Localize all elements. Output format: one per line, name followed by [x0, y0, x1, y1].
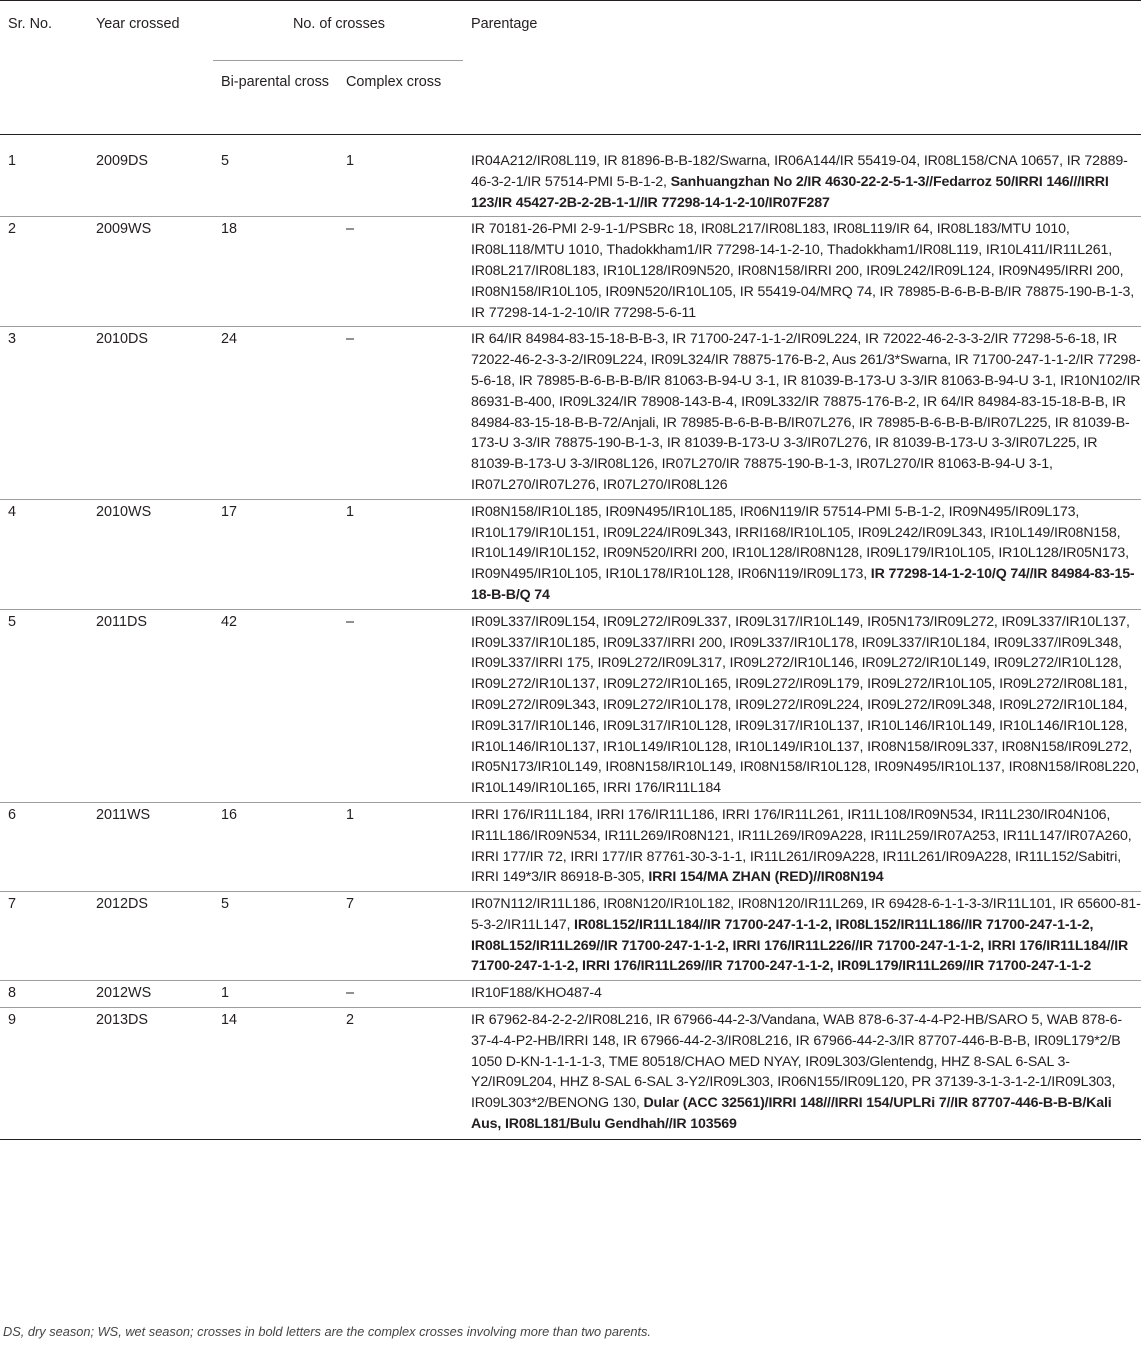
cell-complex: 2 [338, 1008, 463, 1140]
table-footnote: DS, dry season; WS, wet season; crosses in bold letters are the complex crosses involving more than two parents. [3, 1324, 651, 1339]
parentage-text: IR08N158/IR10L185, IR09N495/IR10L185, IR06N119/IR 57514-PMI 5-B-1-2, IR09N495/IR09L173, IR10L179/IR10L151, IR09L224/IR09L343, IRRI168/IR10L105, IR09L242/IR09L343, IR10L149/IR08N158, IR10L149/IR10L152, IR09N520/IRRI 200, IR10L128/IR08N128, IR09L179/IR10L105, IR10L128/IR05N173, IR09N495/IR10L105, IR10L178/IR10L128, IR06N119/IR09L173, [471, 503, 1129, 583]
cell-bi-parental: 5 [213, 135, 338, 217]
cell-bi-parental: 1 [213, 981, 338, 1008]
cell-sr-no: 4 [0, 499, 88, 609]
cell-bi-parental: 16 [213, 802, 338, 891]
complex-cross-text: Sanhuangzhan No 2/IR 4630-22-2-5-1-3//Fedarroz 50/IRRI 146///IRRI 123/IR 45427-2B-2-2B-1-1//IR 77298-14-1-2-10/IR07F287 [471, 173, 1109, 211]
table-row [0, 802, 1141, 891]
table-row [0, 609, 1141, 802]
parentage-text: IR09L337/IR09L154, IR09L272/IR09L337, IR09L317/IR10L149, IR05N173/IR09L272, IR09L337/IR10L137, IR09L337/IR10L185, IR09L337/IRRI 200, IR09L337/IR10L178, IR09L337/IR10L184, IR09L337/IR09L348, IR09L337/IRRI 175, IR09L272/IR09L317, IR09L272/IR10L146, IR09L272/IR10L149, IR09L272/IR10L128, IR09L272/IR10L137, IR09L272/IR10L165, IR09L272/IR09L179, IR09L272/IR10L105, IR09L272/IR08L181, IR09L272/IR09L343, IR09L272/IR10L178, IR09L272/IR09L224, IR09L272/IR09L348, IR09L272/IR10L184, IR09L317/IR10L146, IR09L317/IR10L128, IR09L317/IR10L137, IR10L146/IR10L149, IR10L146/IR10L128, IR10L146/IR10L137, IR10L149/IR10L128, IR10L149/IR10L137, IR08N158/IR09L337, IR08N158/IR09L272, IR05N173/IR10L149, IR08N158/IR10L149, IR08N158/IR10L128, IR09N495/IR10L137, IR08N158/IR08L220, IR10L149/IR10L165, IRRI 176/IR11L184 [471, 613, 1140, 797]
header-sr-no: Sr. No. [0, 1, 88, 135]
table-row [0, 499, 1141, 609]
cell-year: 2013DS [88, 1008, 213, 1140]
parentage-text: IR07N112/IR11L186, IR08N120/IR10L182, IR08N120/IR11L269, IR 69428-6-1-1-3-3/IR11L101, IR 65600-81-5-3-2/IR11L147, [471, 896, 1141, 933]
cell-year: 2010DS [88, 327, 213, 499]
cell-sr-no: 7 [0, 892, 88, 981]
header-parentage: Parentage [463, 1, 1141, 135]
table-row [0, 327, 1141, 499]
cell-complex: – [338, 981, 463, 1008]
cell-bi-parental: 14 [213, 1008, 338, 1140]
parentage-text: IR04A212/IR08L119, IR 81896-B-B-182/Swarna, IR06A144/IR 55419-04, IR08L158/CNA 10657, IR 72889-46-3-2-1/IR 57514-PMI 5-B-1-2, [471, 153, 1128, 190]
cell-sr-no: 1 [0, 135, 88, 217]
cell-parentage [463, 1008, 1141, 1140]
cell-parentage [463, 499, 1141, 609]
table-row [0, 217, 1141, 327]
complex-cross-text: IR08L152/IR11L184//IR 71700-247-1-1-2, IR08L152/IR11L186//IR 71700-247-1-1-2, IR08L152/IR11L269//IR 71700-247-1-1-2, IRRI 176/IR11L226//IR 71700-247-1-1-2, IRRI 176/IR11L184//IR 71700-247-1-1-2, IRRI 176/IR11L269//IR 71700-247-1-1-2, IR09L179/IR11L269//IR 71700-247-1-1-2 [471, 916, 1129, 975]
cell-complex: 1 [338, 802, 463, 891]
cell-sr-no: 9 [0, 1008, 88, 1140]
cell-bi-parental: 42 [213, 609, 338, 802]
cell-complex: – [338, 327, 463, 499]
cell-complex: 1 [338, 499, 463, 609]
cell-complex: – [338, 217, 463, 327]
table-row [0, 892, 1141, 981]
cell-parentage [463, 217, 1141, 327]
header-bi-parental-cross: Bi-parental cross [213, 61, 338, 135]
cell-year: 2011WS [88, 802, 213, 891]
cell-sr-no: 3 [0, 327, 88, 499]
parentage-text: IRRI 176/IR11L184, IRRI 176/IR11L186, IRRI 176/IR11L261, IR11L108/IR09N534, IR11L230/IR04N106, IR11L186/IR09N534, IR11L269/IR08N121, IR11L269/IR09A228, IR11L259/IR07A253, IR11L147/IR07A260, IRRI 177/IR 72, IRRI 177/IR 87761-30-3-1-1, IR11L261/IR09A228, IR11L261/IR09A228, IR11L152/Sabitri, IRRI 149*3/IR 86918-B-305, [471, 806, 1132, 886]
cell-bi-parental: 5 [213, 892, 338, 981]
cell-sr-no: 2 [0, 217, 88, 327]
cell-parentage [463, 802, 1141, 891]
complex-cross-text: Dular (ACC 32561)/IRRI 148///IRRI 154/UPLRi 7//IR 87707-446-B-B-B/Kali Aus, IR08L181/Bulu Gendhah//IR 103569 [471, 1095, 1112, 1133]
parentage-text: IR 64/IR 84984-83-15-18-B-B-3, IR 71700-247-1-1-2/IR09L224, IR 72022-46-2-3-3-2/IR 77298-5-6-18, IR 72022-46-2-3-3-2/IR09L224, IR09L324/IR 78875-176-B-2, Aus 261/3*Swarna, IR 71700-247-1-1-2/IR 77298-5-6-18, IR 78985-B-6-B-B-B/IR 81063-B-94-U 3-1, IR 81039-B-173-U 3-3/IR 81063-B-94-U 3-1, IR10N102/IR 86931-B-400, IR09L324/IR 78908-143-B-4, IR09L332/IR 78875-176-B-2, IR 64/IR 84984-83-15-18-B-B, IR 84984-83-15-18-B-B-72/Anjali, IR 78985-B-6-B-B-B/IR07L276, IR 78985-B-6-B-B-B/IR07L225, IR 81039-B-173-U 3-3/IR 78875-190-B-1-3, IR 81039-B-173-U 3-3/IR07L276, IR 81039-B-173-U 3-3/IR07L225, IR 81039-B-173-U 3-3/IR08L126, IR07L270/IR 78875-190-B-1-3, IR07L270/IR 81063-B-94-U 3-1, IR07L270/IR07L276, IR07L270/IR08L126 [471, 331, 1141, 493]
cell-sr-no: 6 [0, 802, 88, 891]
cell-bi-parental: 17 [213, 499, 338, 609]
cell-year: 2011DS [88, 609, 213, 802]
cell-sr-no: 5 [0, 609, 88, 802]
cell-complex: 1 [338, 135, 463, 217]
header-year-crossed: Year crossed [88, 1, 213, 135]
cell-year: 2009WS [88, 217, 213, 327]
cell-parentage [463, 981, 1141, 1008]
table-body [0, 135, 1141, 1140]
cell-sr-no: 8 [0, 981, 88, 1008]
cell-year: 2010WS [88, 499, 213, 609]
table-row [0, 135, 1141, 217]
parentage-text: IR10F188/KHO487-4 [471, 985, 602, 1002]
cell-complex: – [338, 609, 463, 802]
table-row [0, 981, 1141, 1008]
complex-cross-text: IRRI 154/MA ZHAN (RED)//IR08N194 [648, 869, 884, 886]
cell-year: 2012DS [88, 892, 213, 981]
cell-year: 2009DS [88, 135, 213, 217]
cell-parentage [463, 327, 1141, 499]
cell-parentage [463, 892, 1141, 981]
table-row [0, 1008, 1141, 1140]
cell-year: 2012WS [88, 981, 213, 1008]
cell-parentage [463, 135, 1141, 217]
cell-complex: 7 [338, 892, 463, 981]
cell-bi-parental: 18 [213, 217, 338, 327]
complex-cross-text: IR 77298-14-1-2-10/Q 74//IR 84984-83-15-18-B-B/Q 74 [471, 566, 1135, 603]
header-no-of-crosses: No. of crosses [213, 1, 463, 61]
cell-bi-parental: 24 [213, 327, 338, 499]
header-complex-cross: Complex cross [338, 61, 463, 135]
table-header [0, 1, 1141, 135]
cell-parentage [463, 609, 1141, 802]
parentage-text: IR 70181-26-PMI 2-9-1-1/PSBRc 18, IR08L217/IR08L183, IR08L119/IR 64, IR08L183/MTU 1010, IR08L118/MTU 1010, Thadokkham1/IR 77298-14-1-2-10, Thadokkham1/IR08L119, IR10L411/IR11L261, IR08L217/IR08L183, IR10L128/IR09N520, IR08N158/IRRI 200, IR09L242/IR09L124, IR09N495/IRRI 200, IR08N158/IR10L105, IR09N520/IR10L105, IR 55419-04/MRQ 74, IR 78985-B-6-B-B-B/IR 78875-190-B-1-3, IR 77298-14-1-2-10/IR 77298-5-6-11 [471, 221, 1135, 321]
parentage-text: IR 67962-84-2-2-2/IR08L216, IR 67966-44-2-3/Vandana, WAB 878-6-37-4-4-P2-HB/SARO 5, WAB 878-6-37-4-4-P2-HB/IRRI 148, IR 67966-44-2-3/IR08L216, IR 67966-44-2-3/IR 87707-446-B-B-B, IR09L179*2/B 1050 D-KN-1-1-1-1-3, TME 80518/CHAO MED NYAY, IR09L303/Glentendg, HHZ 8-SAL 6-SAL 3-Y2/IR09L204, HHZ 8-SAL 6-SAL 3-Y2/IR09L303, IR06N155/IR09L120, PR 37139-3-1-3-1-2-1/IR09L303, IR09L303*2/BENONG 130, [471, 1012, 1122, 1112]
